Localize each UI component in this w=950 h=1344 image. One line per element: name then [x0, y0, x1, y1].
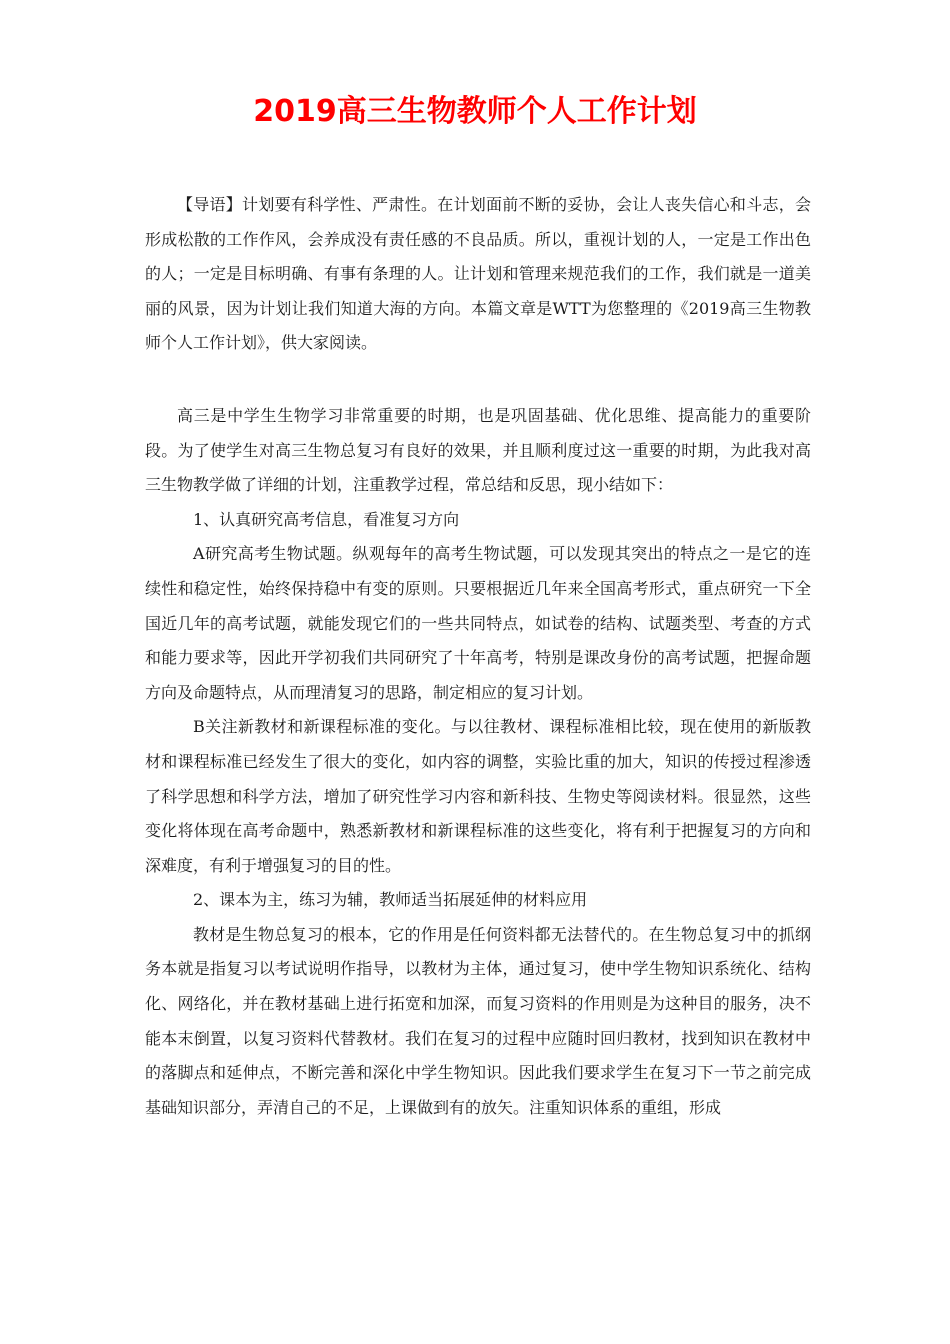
document-body: [145, 188, 811, 1125]
paragraph-textbook: 教材是生物总复习的根本，它的作用是任何资料都无法替代的。在生物总复习中的抓纲务本就是指复习以考试说明作指导，以教材为主体，通过复习，使中学生物知识系统化、结构化、网络化，并在教材基础上进行拓宽和加深，而复习资料的作用则是为这种目的服务，决不能本末倒置，以复习资料代替教材。我们在复习的过程中应随时回归教材，找到知识在教材中的落脚点和延伸点，不断完善和深化中学生物知识。因此我们要求学生在复习下一节之前完成基础知识部分，弄清自己的不足，上课做到有的放矢。注重知识体系的重组，形成: [145, 924, 811, 1117]
paragraph-overview: 高三是中学生生物学习非常重要的时期，也是巩固基础、优化思维、提高能力的重要阶段。为了使学生对高三生物总复习有良好的效果，并且顺利度过这一重要的时期，为此我对高三生物教学做了详细的计划，注重教学过程，常总结和反思，现小结如下：: [145, 405, 811, 495]
paragraph-b: B关注新教材和新课程标准的变化。与以往教材、课程标准相比较，现在使用的新版教材和课程标准已经发生了很大的变化，如内容的调整，实验比重的加大，知识的传授过程渗透了科学思想和科学方法，增加了研究性学习内容和新科技、生物史等阅读材料。很显然，这些变化将体现在高考命题中，熟悉新教材和新课程标准的这些变化，将有利于把握复习的方向和深难度，有利于增强复习的目的性。: [145, 717, 811, 875]
paragraph-a: A研究高考生物试题。纵观每年的高考生物试题，可以发现其突出的特点之一是它的连续性和稳定性，始终保持稳中有变的原则。只要根据近几年来全国高考形式，重点研究一下全国近几年的高考试题，就能发现它们的一些共同特点，如试卷的结构、试题类型、考查的方式和能力要求等，因此开学初我们共同研究了十年高考，特别是课改身份的高考试题，把握命题方向及命题特点，从而理清复习的思路，制定相应的复习计划。: [145, 544, 811, 702]
section-heading-2: 2、课本为主，练习为辅，教师适当拓展延伸的材料应用: [193, 890, 588, 910]
paragraph-spacer: [145, 361, 811, 399]
intro-paragraph: 【导语】计划要有科学性、严肃性。在计划面前不断的妥协，会让人丧失信心和斗志，会形成松散的工作作风，会养成没有责任感的不良品质。所以，重视计划的人，一定是工作出色的人；一定是目标明确、有事有条理的人。让计划和管理来规范我们的工作，我们就是一道美丽的风景，因为计划让我们知道大海的方向。本篇文章是WTT为您整理的《2019高三生物教师个人工作计划》，供大家阅读。: [145, 195, 811, 353]
document-title: 2019高三生物教师个人工作计划: [253, 94, 697, 129]
section-heading-1: 1、认真研究高考信息，看准复习方向: [193, 509, 460, 529]
